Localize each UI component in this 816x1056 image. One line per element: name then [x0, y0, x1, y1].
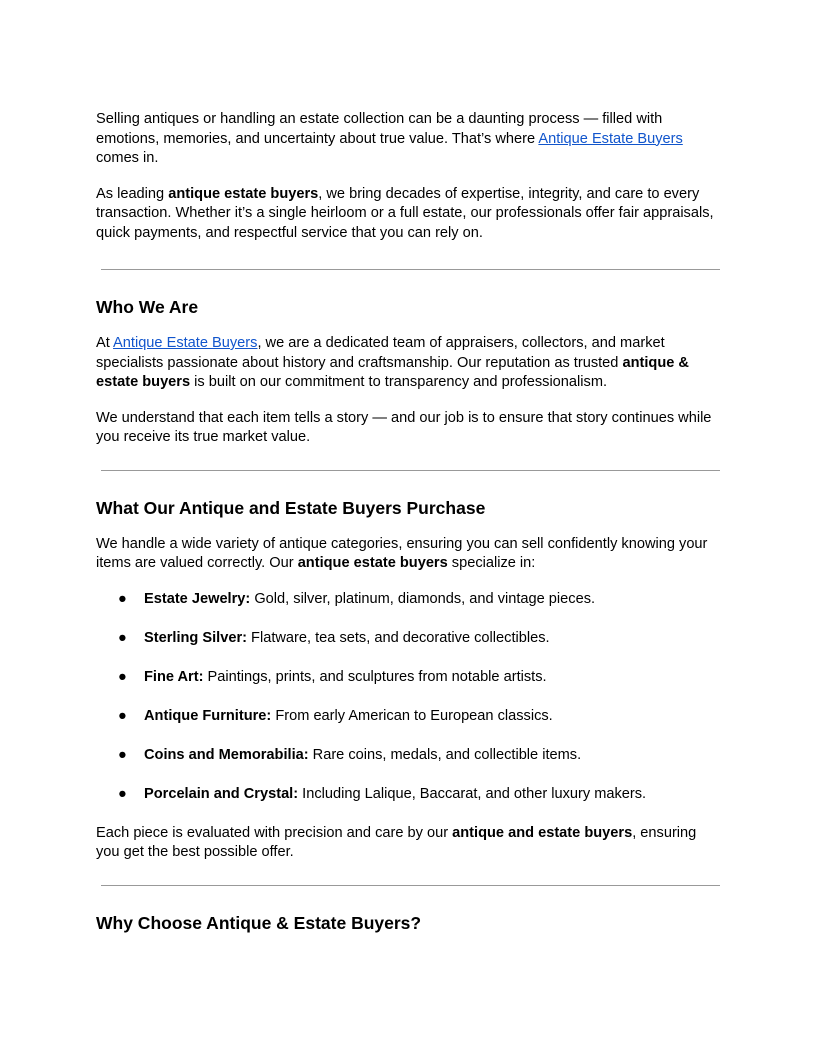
bullet-icon: ●	[118, 746, 127, 763]
category-list	[96, 590, 720, 805]
section-divider	[101, 269, 720, 270]
section-divider	[101, 885, 720, 886]
bold-keyword: antique estate buyers	[168, 185, 319, 202]
bold-keyword: antique and estate buyers	[452, 824, 633, 841]
intro-text: Selling antiques or handling an estate collection can be a daunting process — filled with emotions, memories, and uncertainty about true value. That’s where	[96, 111, 663, 147]
list-item-label: Estate Jewelry:	[144, 590, 251, 607]
bullet-icon: ●	[118, 668, 127, 685]
bullet-icon: ●	[118, 707, 127, 724]
list-item-text: From early American to European classics.	[271, 707, 553, 724]
list-item	[96, 590, 720, 610]
what-paragraph-2	[96, 824, 720, 863]
section-heading-who: Who We Are	[96, 297, 199, 317]
list-item-text: Including Lalique, Baccarat, and other luxury makers.	[298, 785, 647, 802]
list-item-label: Sterling Silver:	[144, 629, 247, 646]
intro-paragraph-1	[96, 110, 720, 169]
what-text: We handle a wide variety of antique categories, ensuring you can sell confidently knowing your items are valued correctly. Our	[96, 535, 708, 571]
intro-text: As leading	[96, 185, 169, 202]
list-item	[96, 707, 720, 727]
bold-keyword: antique & estate buyers	[96, 354, 689, 390]
list-item-text: Paintings, prints, and sculptures from notable artists.	[203, 668, 547, 685]
who-paragraph-2: We understand that each item tells a story — and our job is to ensure that story continues while you receive its true market value.	[96, 409, 712, 445]
antique-estate-buyers-link[interactable]: Antique Estate Buyers	[113, 335, 258, 351]
list-item-label: Antique Furniture:	[144, 707, 272, 724]
list-item	[96, 668, 720, 688]
section-heading-what: What Our Antique and Estate Buyers Purchase	[96, 497, 486, 518]
list-item-label: Fine Art:	[144, 668, 204, 685]
document-page	[96, 110, 720, 934]
section-heading-why: Why Choose Antique & Estate Buyers?	[96, 912, 422, 933]
section-divider	[101, 470, 720, 471]
list-item	[96, 629, 720, 649]
bullet-icon: ●	[118, 785, 127, 802]
what-text-end: specialize in:	[447, 555, 536, 571]
list-item	[96, 746, 720, 766]
what-text: Each piece is evaluated with precision and care by our	[96, 824, 453, 841]
list-item-text: Rare coins, medals, and collectible items.	[308, 746, 582, 763]
list-item-label: Porcelain and Crystal:	[144, 785, 299, 802]
list-item	[96, 785, 720, 805]
list-item-text: Gold, silver, platinum, diamonds, and vintage pieces.	[250, 590, 596, 607]
who-text-end: is built on our commitment to transparency and professionalism.	[190, 374, 608, 390]
intro-text-end: comes in.	[96, 150, 159, 166]
list-item-label: Coins and Memorabilia:	[144, 746, 309, 763]
what-text-end: , ensuring you get the best possible offer.	[96, 824, 697, 860]
intro-paragraph-2	[96, 185, 720, 244]
who-text: , we are a dedicated team of appraisers, collectors, and market specialists passionate about history and craftsmanship. Our reputation as trusted	[96, 335, 665, 371]
intro-text-end: , we bring decades of expertise, integrity, and care to every transaction. Whether it’s a single heirloom or a full estate, our professionals offer fair appraisals, quick payments, and respectful service that you can rely on.	[96, 185, 714, 241]
list-item-text: Flatware, tea sets, and decorative collectibles.	[247, 629, 550, 646]
bullet-icon: ●	[118, 590, 127, 607]
bold-keyword: antique estate buyers	[297, 555, 448, 571]
who-paragraph-1	[96, 334, 720, 393]
who-text: At	[96, 335, 114, 351]
what-paragraph-1	[96, 535, 720, 574]
bullet-icon: ●	[118, 629, 127, 646]
antique-estate-buyers-link[interactable]: Antique Estate Buyers	[538, 130, 683, 147]
